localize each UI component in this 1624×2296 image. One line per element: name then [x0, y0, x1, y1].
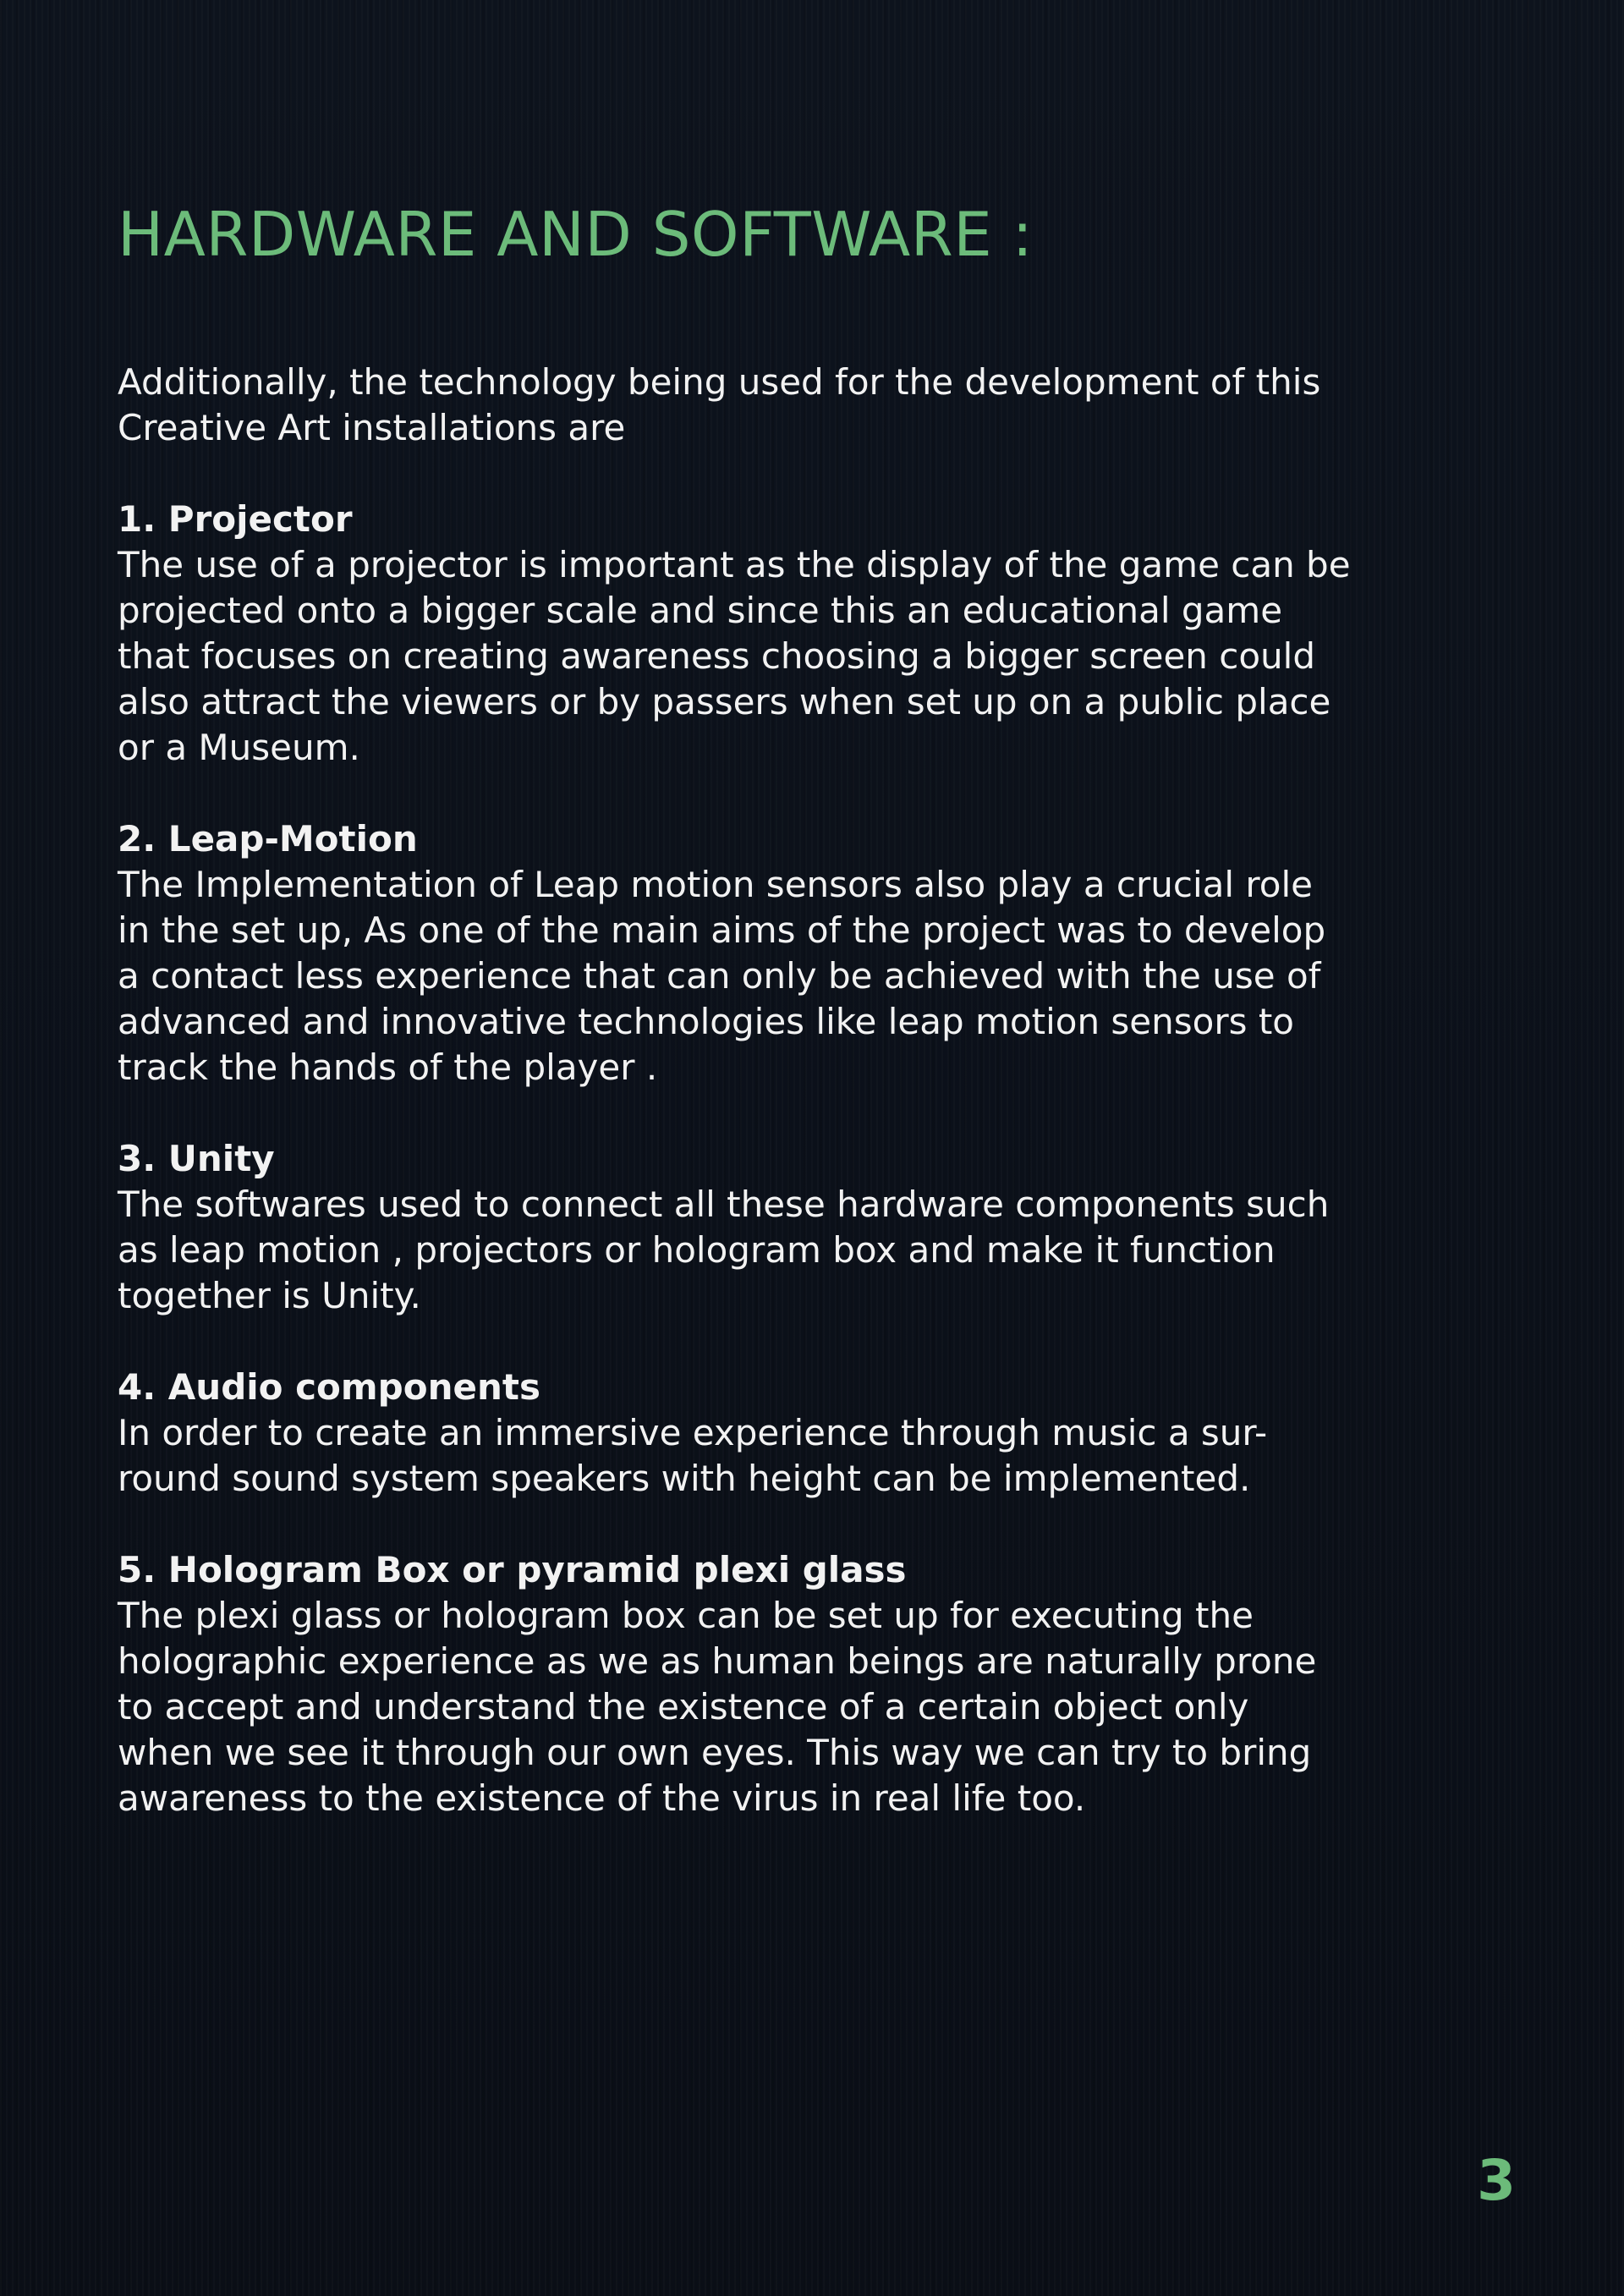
page-title: HARDWARE AND SOFTWARE :: [118, 199, 1034, 270]
section-body: The use of a projector is important as the display of the game can be projected onto a bigger scale and since this an educational game that focuses on creating awareness choosing a bigger screen could also attract the viewers or by passers when set up on a public place or a Museum.: [118, 544, 1351, 768]
section-body: The Implementation of Leap motion sensors also play a crucial role in the set up, As one of the main aims of the project was to develop a contact less experience that can only be achieved with the use of advanced and innovative technologies like leap motion sensors to track the hands of the player .: [118, 864, 1326, 1088]
section-heading: 4. Audio components: [118, 1366, 540, 1408]
section-body: In order to create an immersive experience through music a sur- round sound system speakers with height can be implemented.: [118, 1412, 1268, 1499]
page-number: 3: [1477, 2148, 1516, 2213]
intro-paragraph: Additionally, the technology being used for the development of this Creative Art installations are: [118, 361, 1321, 448]
section-unity: [118, 1136, 1522, 1319]
section-hologram-box: [118, 1547, 1522, 1821]
page-content: [118, 360, 1522, 1867]
section-audio-components: [118, 1365, 1522, 1502]
section-body: The plexi glass or hologram box can be set up for executing the holographic experience as we as human beings are naturally prone to accept and understand the existence of a certain object only when we see it through our own eyes. This way we can try to bring awareness to the existence of the virus in real life too.: [118, 1595, 1317, 1819]
section-body: The softwares used to connect all these hardware components such as leap motion , projectors or hologram box and make it function together is Unity.: [118, 1184, 1330, 1316]
section-heading: 5. Hologram Box or pyramid plexi glass: [118, 1549, 907, 1590]
section-heading: 3. Unity: [118, 1138, 275, 1179]
section-heading: 2. Leap-Motion: [118, 818, 418, 860]
section-leap-motion: [118, 816, 1522, 1090]
section-projector: [118, 497, 1522, 771]
section-heading: 1. Projector: [118, 498, 353, 540]
